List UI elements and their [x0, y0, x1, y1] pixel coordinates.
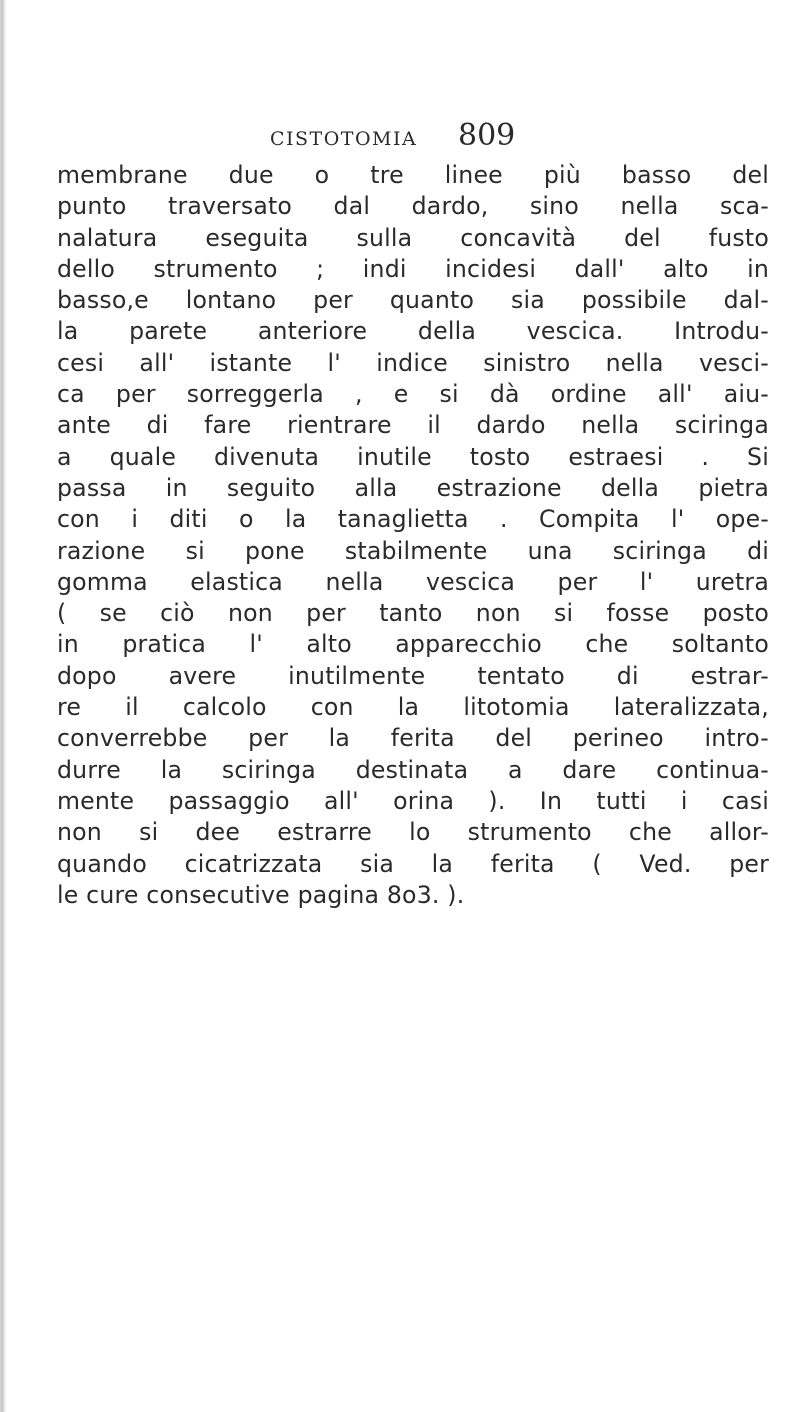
text-line: mente passaggio all' orina ). In tutti i casi	[57, 786, 769, 815]
text-line: dopo avere inutilmente tentato di estrar-	[57, 661, 769, 690]
text-line: a quale divenuta inutile tosto estraesi . Si	[57, 442, 769, 471]
text-line: la parete anteriore della vescica. Introdu-	[57, 317, 769, 346]
text-line: ( se ciò non per tanto non si fosse posto	[57, 599, 769, 628]
text-line: re il calcolo con la litotomia lateralizzata,	[57, 693, 769, 722]
text-line: con i diti o la tanaglietta . Compita l' ope-	[57, 505, 769, 534]
text-line: le cure consecutive pagina 8o3. ).	[57, 880, 465, 909]
text-line: durre la sciringa destinata a dare continua-	[57, 755, 769, 784]
page-number: 809	[458, 118, 516, 153]
text-line: nalatura eseguita sulla concavità del fusto	[57, 223, 769, 252]
text-line: converrebbe per la ferita del perineo intro-	[57, 724, 769, 753]
text-line: non si dee estrarre lo strumento che allor-	[57, 818, 769, 847]
running-title: CISTOTOMIA	[270, 128, 418, 150]
text-line: cesi all' istante l' indice sinistro nella vesci-	[57, 348, 769, 377]
text-line: in pratica l' alto apparecchio che soltanto	[57, 630, 769, 659]
text-line: membrane due o tre linee più basso del	[57, 161, 769, 189]
text-line: passa in seguito alla estrazione della pietra	[57, 473, 769, 502]
text-line: quando cicatrizzata sia la ferita ( Ved. per	[57, 849, 769, 878]
body-text	[57, 160, 769, 911]
text-line: dello strumento ; indi incidesi dall' alto in	[57, 254, 769, 283]
text-line: ca per sorreggerla , e si dà ordine all' aiu-	[57, 380, 769, 409]
text-line: gomma elastica nella vescica per l' uretra	[57, 567, 769, 596]
text-line: ante di fare rientrare il dardo nella sciringa	[57, 411, 769, 440]
text-line: razione si pone stabilmente una sciringa di	[57, 536, 769, 565]
text-line: punto traversato dal dardo, sino nella sca-	[57, 192, 769, 221]
page-header	[0, 118, 800, 158]
text-line: basso,e lontano per quanto sia possibile dal-	[57, 286, 769, 315]
